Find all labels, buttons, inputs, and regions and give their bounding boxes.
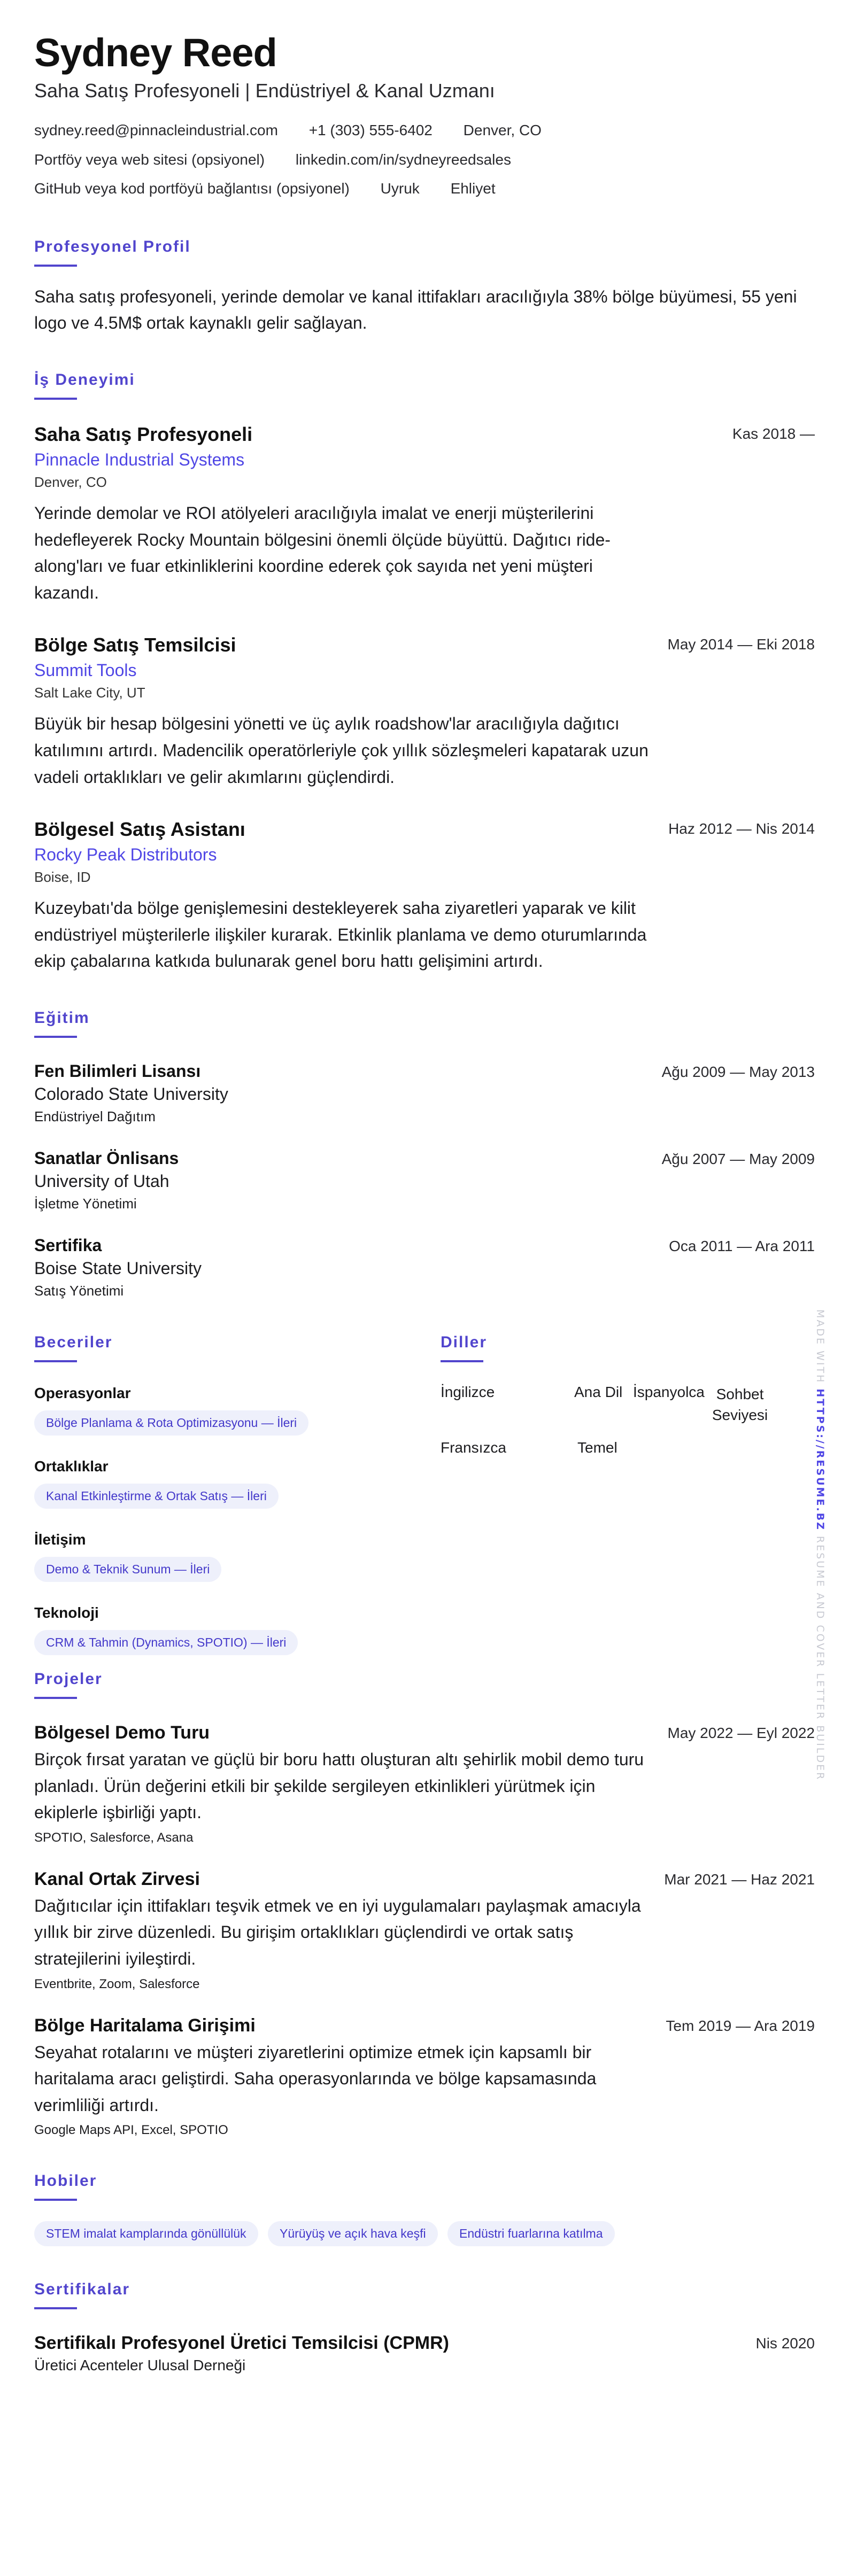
projects-section xyxy=(34,1670,815,2138)
skill-group xyxy=(34,1604,408,1655)
degree-title: Fen Bilimleri Lisansı xyxy=(34,1061,201,1081)
job-date: May 2014 — Eki 2018 xyxy=(667,636,815,653)
contact-location: Denver, CO xyxy=(463,122,542,139)
skill-chip: Bölge Planlama & Rota Optimizasyonu — İleri xyxy=(34,1410,308,1436)
resume-page xyxy=(34,30,815,2374)
project-title: Kanal Ortak Zirvesi xyxy=(34,1868,200,1889)
job-location: Denver, CO xyxy=(34,474,107,491)
degree-title: Sanatlar Önlisans xyxy=(34,1149,179,1168)
contact-email[interactable]: sydney.reed@pinnacleindustrial.com xyxy=(34,122,278,139)
language-name: İspanyolca xyxy=(633,1384,705,1400)
contact-nationality: Uyruk xyxy=(380,180,420,197)
section-rule xyxy=(34,2307,77,2309)
education-date: Ağu 2009 — May 2013 xyxy=(661,1064,815,1080)
section-rule xyxy=(34,398,77,400)
certifications-section xyxy=(34,2280,815,2374)
school-name: Boise State University xyxy=(34,1259,202,1278)
section-rule xyxy=(34,1697,77,1699)
language-name: Fransızca xyxy=(441,1439,506,1456)
job-title: Bölge Satış Temsilcisi xyxy=(34,634,236,656)
section-rule xyxy=(34,265,77,267)
section-rule xyxy=(441,1360,483,1362)
hobby-chip: STEM imalat kamplarında gönüllülük xyxy=(34,2221,258,2246)
skill-group xyxy=(34,1458,408,1509)
section-title-projects: Projeler xyxy=(34,1670,103,1688)
language-level: Ana Dil xyxy=(574,1384,623,1400)
skill-group-name: Teknoloji xyxy=(34,1604,99,1621)
contact-phone[interactable]: +1 (303) 555-6402 xyxy=(308,122,433,139)
job-date: Kas 2018 — xyxy=(732,425,815,443)
degree-title: Sertifika xyxy=(34,1236,102,1255)
project-description: Birçok fırsat yaratan ve güçlü bir boru hattı oluşturan altı şehirlik mobil demo turu planladı. Ürün değerini etkili bir şekilde sergileyen etkinlikleri yürütmek için ekiplerle işbirliği yaptı. xyxy=(34,1750,644,1822)
hobby-chip: Yürüyüş ve açık hava keşfi xyxy=(268,2221,438,2246)
section-title-certifications: Sertifikalar xyxy=(34,2280,130,2299)
study-field: İşletme Yönetimi xyxy=(34,1196,137,1212)
skill-chip: Demo & Teknik Sunum — İleri xyxy=(34,1557,221,1582)
job-description: Kuzeybatı'da bölge genişlemesini destekleyerek saha ziyaretleri yaparak ve kilit endüstriyel müşterilerle ilişkiler kurarak. Etkinlik planlama ve demo oturumlarında ekip çabalarına katkıda bulunarak genel boru hattı gelişimini artırdı. xyxy=(34,898,647,971)
job-location: Boise, ID xyxy=(34,869,91,886)
certification-item xyxy=(34,2333,815,2374)
profile-summary: Saha satış profesyoneli, yerinde demolar ve kanal ittifakları aracılığıyla 38% bölge büyümesi, 55 yeni logo ve 4.5M$ ortak kaynaklı gelir sağlayan. xyxy=(34,286,797,333)
credit-suffix: RESUME AND COVER LETTER BUILDER xyxy=(814,1535,826,1781)
experience-item xyxy=(34,818,815,975)
language-row xyxy=(441,1384,815,1424)
education-item xyxy=(34,1149,815,1212)
skill-chip: Kanal Etkinleştirme & Ortak Satış — İleri xyxy=(34,1484,279,1509)
section-title-skills: Beceriler xyxy=(34,1333,113,1351)
skill-group-name: Ortaklıklar xyxy=(34,1458,109,1475)
project-tech: SPOTIO, Salesforce, Asana xyxy=(34,1830,194,1845)
language-name: İngilizce xyxy=(441,1384,495,1400)
project-description: Dağıtıcılar için ittifakları teşvik etmek ve en iyi uygulamaları paylaşmak amacıyla yıllık bir zirve düzenledi. Bu girişim ortaklıkları güçlendirdi ve ortak satış stratejilerini iyileştirdi. xyxy=(34,1896,641,1968)
skill-chip: CRM & Tahmin (Dynamics, SPOTIO) — İleri xyxy=(34,1630,298,1655)
education-item xyxy=(34,1061,815,1125)
job-company[interactable]: Summit Tools xyxy=(34,661,137,680)
job-location: Salt Lake City, UT xyxy=(34,685,145,701)
experience-section xyxy=(34,371,815,975)
section-rule xyxy=(34,1360,77,1362)
education-section xyxy=(34,1009,815,1299)
contact-portfolio[interactable]: Portföy veya web sitesi (opsiyonel) xyxy=(34,151,265,168)
hobby-chip: Endüstri fuarlarına katılma xyxy=(447,2221,614,2246)
study-field: Satış Yönetimi xyxy=(34,1283,124,1299)
project-date: May 2022 — Eyl 2022 xyxy=(667,1725,815,1741)
language-level: Sohbet Seviyesi xyxy=(712,1386,768,1424)
certification-name: Sertifikalı Profesyonel Üretici Temsilcisi (CPMR) xyxy=(34,2333,449,2354)
education-date: Ağu 2007 — May 2009 xyxy=(661,1151,815,1167)
job-company[interactable]: Rocky Peak Distributors xyxy=(34,845,217,865)
section-title-languages: Diller xyxy=(441,1333,488,1351)
project-description: Seyahat rotalarını ve müşteri ziyaretlerini optimize etmek için kapsamlı bir haritalama aracı geliştirdi. Saha operasyonlarında ve bölge kapsamasında verimliliği artırdı. xyxy=(34,2042,597,2115)
skill-group xyxy=(34,1531,408,1582)
hobby-list xyxy=(34,2213,815,2246)
skill-group-name: Operasyonlar xyxy=(34,1385,131,1401)
candidate-name: Sydney Reed xyxy=(34,30,277,75)
job-description: Yerinde demolar ve ROI atölyeleri aracılığıyla imalat ve enerji müşterilerini hedefleyerek Rocky Mountain bölgesini önemli ölçüde büyüttü. Dağıtıcı ride-along'ları ve fuar etkinliklerini koordine ederek çok sayıda net yeni müşteri kazandı. xyxy=(34,503,611,602)
contact-license: Ehliyet xyxy=(450,180,496,197)
project-title: Bölge Haritalama Girişimi xyxy=(34,2015,256,2036)
education-item xyxy=(34,1236,815,1299)
certification-issuer: Üretici Acenteler Ulusal Derneği xyxy=(34,2357,246,2374)
project-item xyxy=(34,1869,815,1992)
profile-section xyxy=(34,238,815,337)
section-title-profile: Profesyonel Profil xyxy=(34,237,191,255)
language-level: Temel xyxy=(577,1439,618,1456)
language-row xyxy=(441,1439,815,1471)
school-name: Colorado State University xyxy=(34,1084,228,1104)
job-title: Bölgesel Satış Asistanı xyxy=(34,818,245,841)
job-description: Büyük bir hesap bölgesini yönetti ve üç aylık roadshow'lar aracılığıyla dağıtıcı katılımını artırdı. Madencilik operatörleriyle çok yıllık sözleşmeleri kapatarak uzun vadeli ortaklıkları ve gelir akımlarını güçlendirdi. xyxy=(34,714,649,787)
job-date: Haz 2012 — Nis 2014 xyxy=(668,820,815,837)
job-company[interactable]: Pinnacle Industrial Systems xyxy=(34,450,245,470)
section-title-experience: İş Deneyimi xyxy=(34,371,135,389)
credit-link[interactable]: HTTPS://RESUME.BZ xyxy=(814,1388,826,1531)
section-title-hobbies: Hobiler xyxy=(34,2172,97,2190)
project-item xyxy=(34,1722,815,1845)
skills-languages-section xyxy=(34,1333,815,1670)
contact-github[interactable]: GitHub veya kod portföyü bağlantısı (opsiyonel) xyxy=(34,180,350,197)
project-title: Bölgesel Demo Turu xyxy=(34,1722,210,1743)
project-date: Mar 2021 — Haz 2021 xyxy=(664,1871,815,1888)
languages-column xyxy=(441,1333,815,1471)
project-item xyxy=(34,2015,815,2138)
experience-item xyxy=(34,423,815,606)
contact-linkedin[interactable]: linkedin.com/in/sydneyreedsales xyxy=(295,151,511,168)
job-title: Saha Satış Profesyoneli xyxy=(34,423,253,446)
study-field: Endüstriyel Dağıtım xyxy=(34,1108,156,1124)
section-title-education: Eğitim xyxy=(34,1009,90,1027)
candidate-title: Saha Satış Profesyoneli | Endüstriyel & Kanal Uzmanı xyxy=(34,80,495,102)
made-with-credit xyxy=(810,1309,826,1781)
skills-column xyxy=(34,1333,408,1655)
hobbies-section xyxy=(34,2172,815,2246)
resume-header xyxy=(34,30,815,204)
school-name: University of Utah xyxy=(34,1171,169,1191)
skill-group xyxy=(34,1385,408,1436)
credit-prefix: MADE WITH xyxy=(814,1309,826,1384)
contact-info xyxy=(34,116,815,204)
section-rule xyxy=(34,1036,77,1038)
education-date: Oca 2011 — Ara 2011 xyxy=(669,1238,815,1254)
project-tech: Google Maps API, Excel, SPOTIO xyxy=(34,2123,228,2138)
project-tech: Eventbrite, Zoom, Salesforce xyxy=(34,1976,200,1991)
experience-item xyxy=(34,634,815,790)
project-date: Tem 2019 — Ara 2019 xyxy=(666,2017,815,2034)
skill-group-name: İletişim xyxy=(34,1531,86,1548)
certification-date: Nis 2020 xyxy=(755,2335,815,2352)
section-rule xyxy=(34,2199,77,2201)
